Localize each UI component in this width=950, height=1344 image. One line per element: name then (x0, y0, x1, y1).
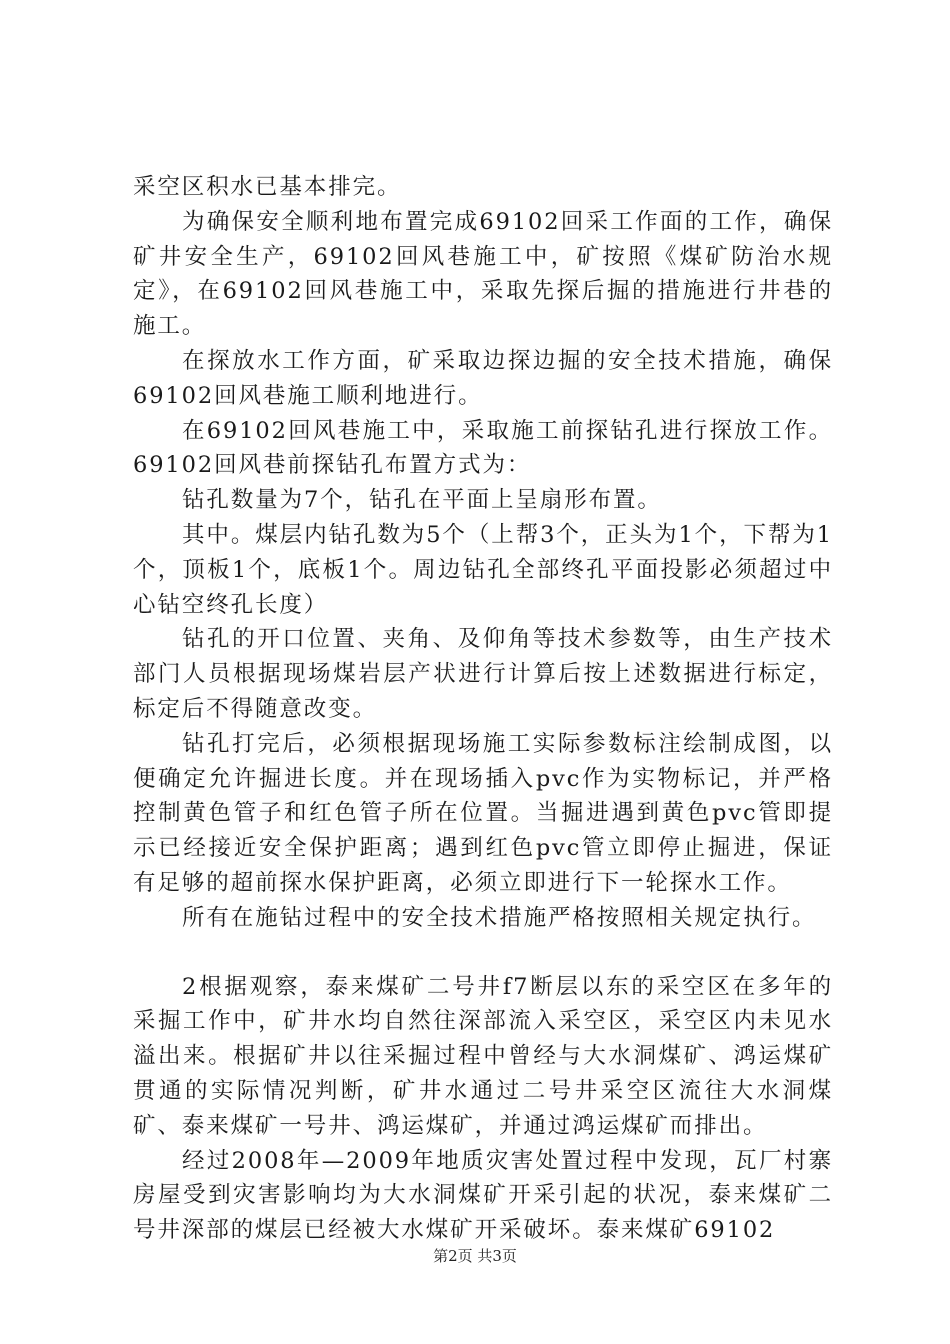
paragraph-8: 钻孔打完后，必须根据现场施工实际参数标注绘制成图，以便确定允许掘进长度。并在现场插入pvc作为实物标记，并严格控制黄色管子和红色管子所在位置。当掘进遇到黄色pvc管即提示已经接近安全保护距离；遇到红色pvc管立即停止掘进，保证有足够的超前探水保护距离，必须立即进行下一轮探水工作。 (133, 730, 833, 896)
paragraph-4: 在69102回风巷施工中，采取施工前探钻孔进行探放工作。69102回风巷前探钻孔布置方式为： (133, 417, 833, 479)
paragraph-5: 钻孔数量为7个，钻孔在平面上呈扇形布置。 (182, 487, 662, 514)
paragraph-3: 在探放水工作方面，矿采取边探边掘的安全技术措施，确保69102回风巷施工顺利地进行。 (133, 347, 833, 409)
body-text (133, 170, 833, 1248)
page-footer (0, 1245, 950, 1266)
page-number-label: 第2页 共3页 (433, 1247, 517, 1265)
paragraph-6: 其中。煤层内钻孔数为5个（上帮3个，正头为1个，下帮为1个，顶板1个，底板1个。周边钻孔全部终孔平面投影必须超过中心钻空终孔长度） (133, 521, 833, 618)
paragraph-10: 2根据观察，泰来煤矿二号井f7断层以东的采空区在多年的采掘工作中，矿井水均自然往深部流入采空区，采空区内未见水溢出来。根据矿井以往采掘过程中曾经与大水洞煤矿、鸿运煤矿贯通的实际情况判断，矿井水通过二号井采空区流往大水洞煤矿、泰来煤矿一号井、鸿运煤矿，并通过鸿运煤矿而排出。 (133, 973, 833, 1139)
paragraph-11: 经过2008年—2009年地质灾害处置过程中发现，瓦厂村寨房屋受到灾害影响均为大水洞煤矿开采引起的状况，泰来煤矿二号井深部的煤层已经被大水煤矿开采破坏。泰来煤矿69102 (133, 1147, 833, 1244)
paragraph-2: 为确保安全顺利地布置完成69102回采工作面的工作，确保矿井安全生产，69102回风巷施工中，矿按照《煤矿防治水规定》，在69102回风巷施工中，采取先探后掘的措施进行井巷的施工。 (133, 208, 833, 340)
paragraph-spacer (133, 936, 833, 970)
paragraph-1: 采空区积水已基本排完。 (133, 174, 402, 200)
paragraph-9: 所有在施钻过程中的安全技术措施严格按照相关规定执行。 (182, 904, 817, 931)
paragraph-7: 钻孔的开口位置、夹角、及仰角等技术参数等，由生产技术部门人员根据现场煤岩层产状进行计算后按上述数据进行标定，标定后不得随意改变。 (133, 626, 833, 722)
